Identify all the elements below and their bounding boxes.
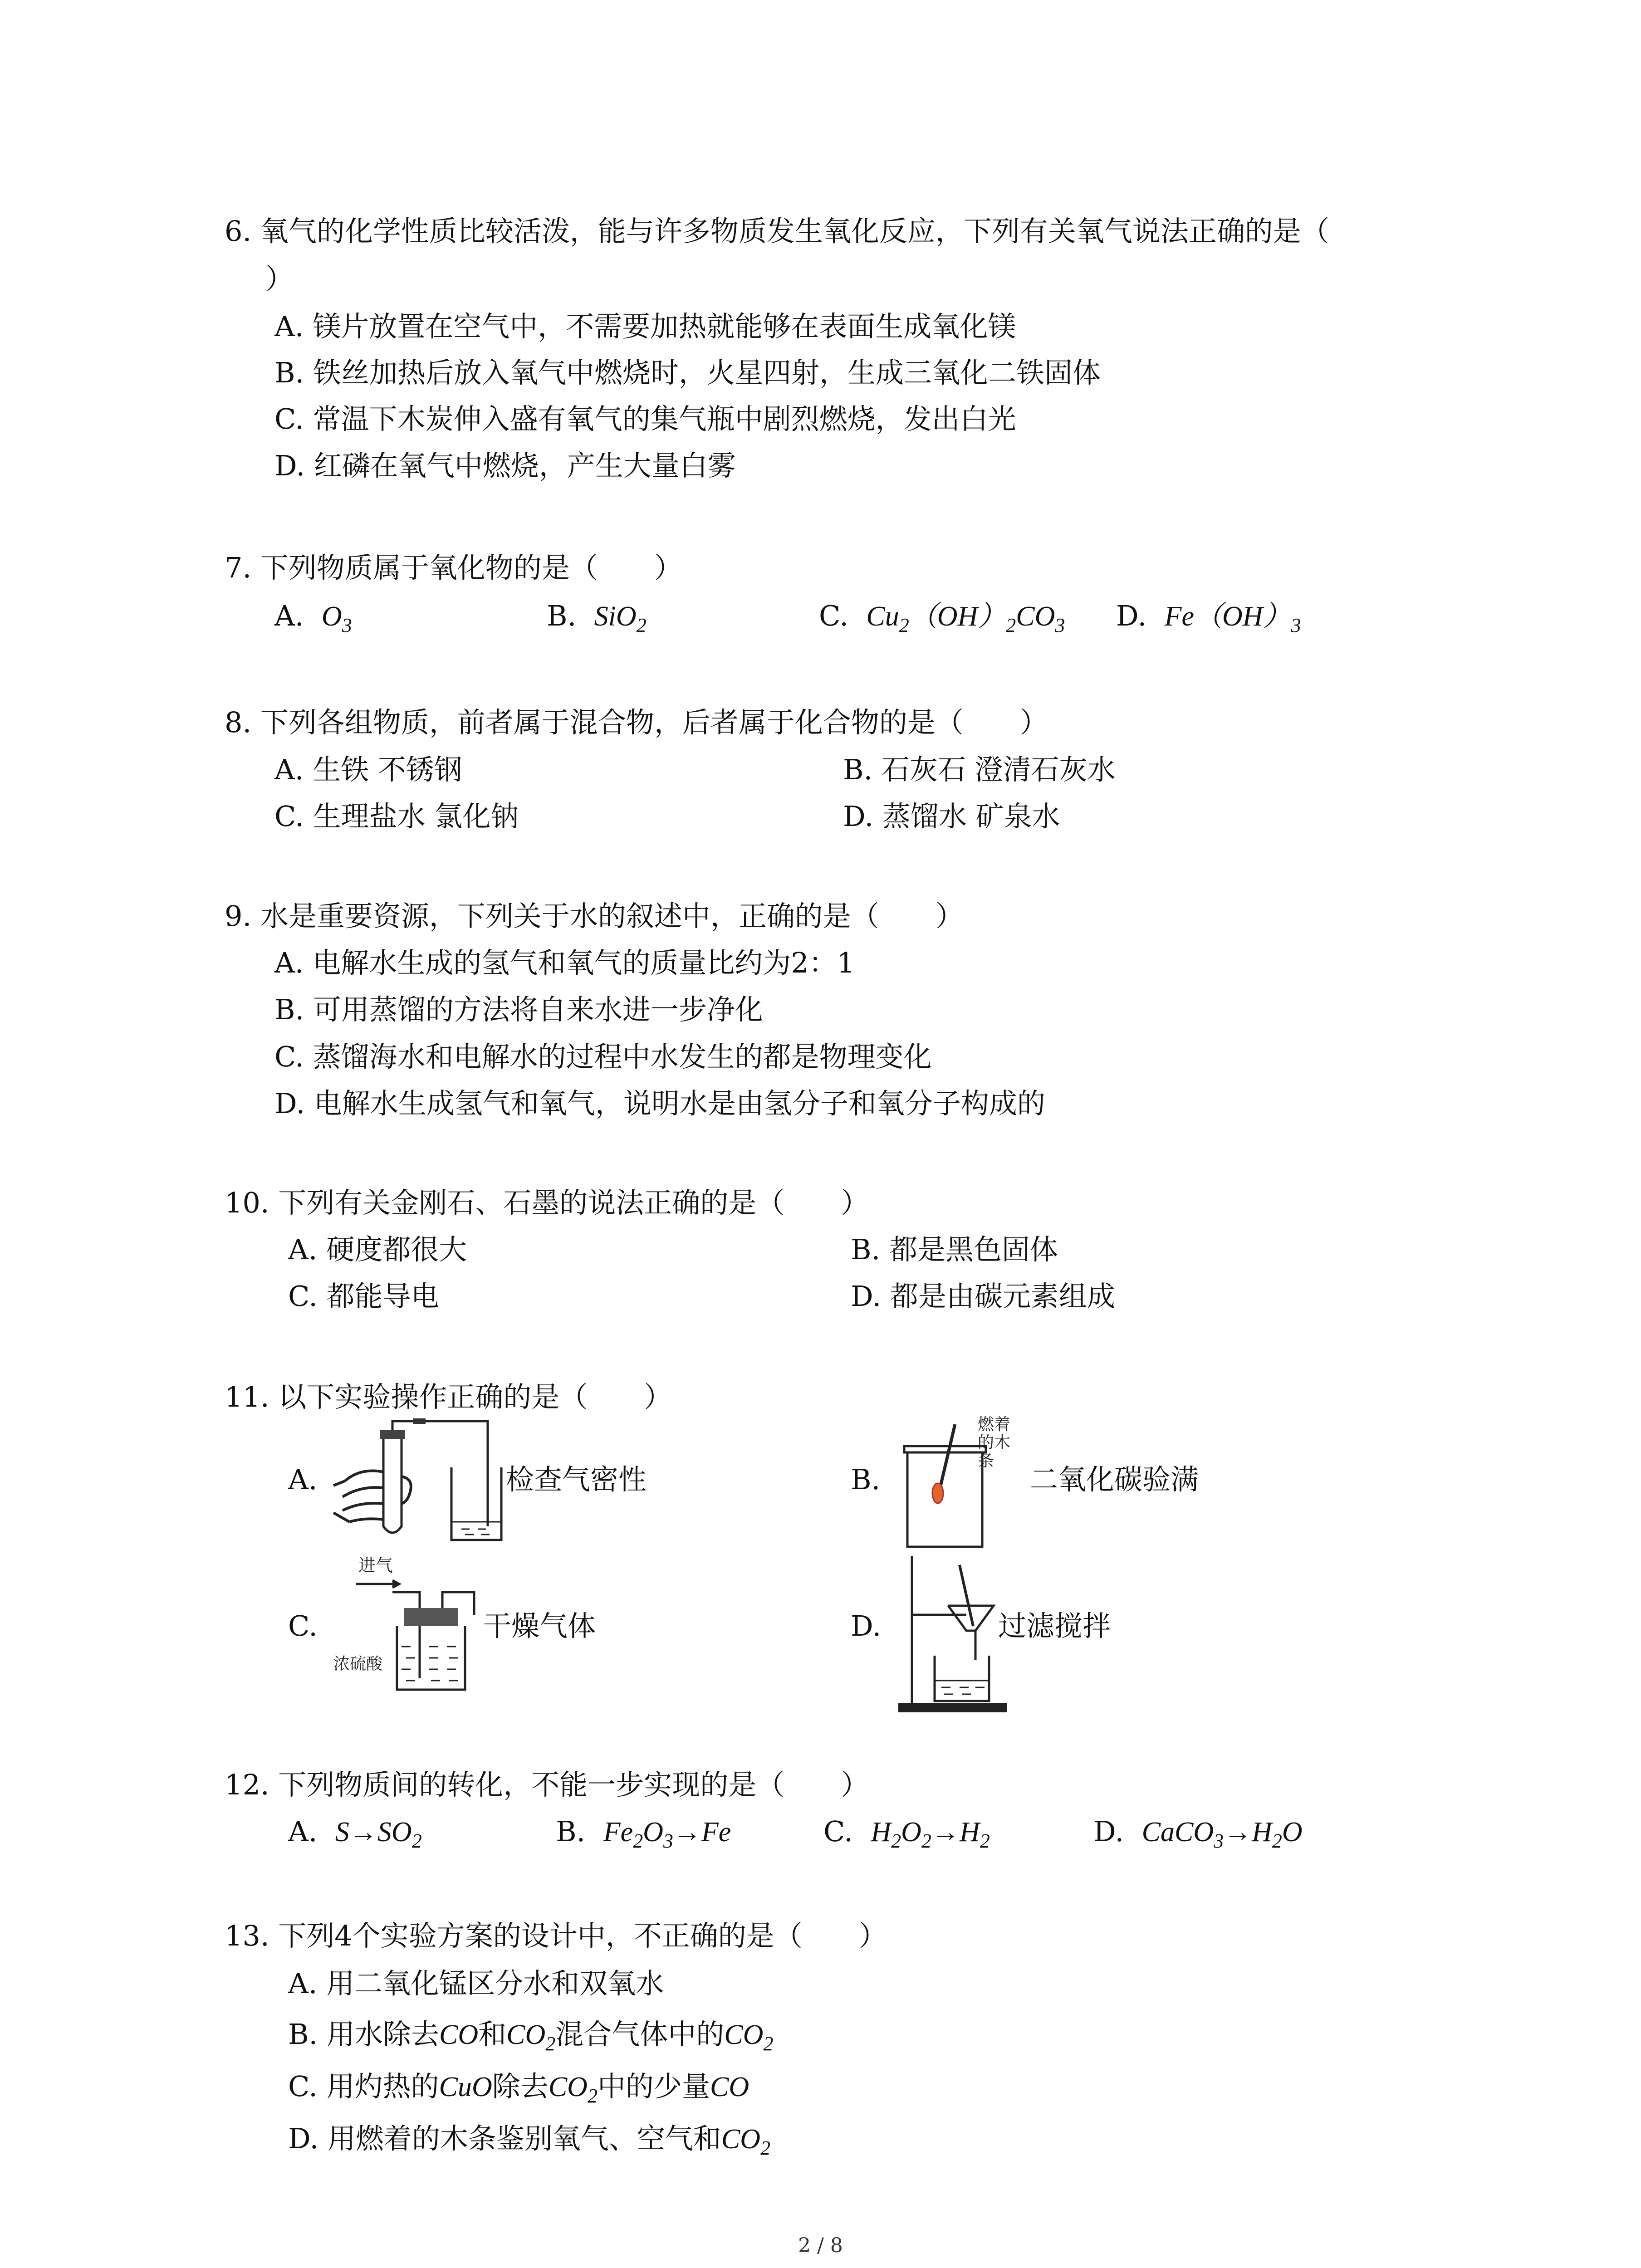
- q11-stem: 11. 以下实验操作正确的是（ ）: [225, 1380, 672, 1413]
- q11-option-c-label: C.: [288, 1609, 318, 1642]
- q7-stem: 7. 下列物质属于氧化物的是（ ）: [225, 551, 682, 584]
- q13-d-formula-co2: $CO_2$: [721, 2124, 771, 2159]
- q11-option-d-text: 过滤搅拌: [998, 1609, 1111, 1642]
- q6-stem-line2: ）: [265, 262, 294, 295]
- q10-option-a: A. 硬度都很大: [288, 1233, 467, 1266]
- q10-option-c: C. 都能导电: [288, 1280, 439, 1313]
- q11-option-d-label: D.: [851, 1609, 882, 1642]
- q8-option-a: A. 生铁 不锈钢: [274, 753, 462, 786]
- q13-c-formula-co2: $CO_2$: [548, 2072, 598, 2107]
- q7-formula-d: $Fe(OH)_3$: [1164, 601, 1301, 636]
- q12-formula-b: $Fe_2O_3\to Fe$: [603, 1817, 731, 1852]
- q11-option-a-label: A.: [288, 1463, 318, 1496]
- b-fig-label-1: 燃着: [978, 1415, 1011, 1434]
- q11-option-b-label: B.: [851, 1463, 881, 1496]
- q13-b-formula-co: CO: [439, 2019, 479, 2050]
- q13-b-formula-co2-end: $CO_2$: [724, 2019, 774, 2055]
- q12-option-b: [556, 1813, 731, 1850]
- q12-option-d-label: D.: [1093, 1815, 1124, 1848]
- q9-option-c: C. 蒸馏海水和电解水的过程中水发生的都是物理变化: [274, 1040, 932, 1073]
- q6-option-c: C. 常温下木炭伸入盛有氧气的集气瓶中剧烈燃烧，发出白光: [274, 402, 1016, 435]
- q7-option-c: [819, 598, 1065, 635]
- airtightness-check-figure: [333, 1418, 506, 1549]
- b-fig-label-3: 条: [978, 1452, 994, 1470]
- q13-c-formula-co: CO: [710, 2072, 749, 2102]
- q8-option-d: D. 蒸馏水 矿泉水: [843, 800, 1060, 833]
- q10-stem: 10. 下列有关金刚石、石墨的说法正确的是（ ）: [225, 1186, 869, 1219]
- q9-option-b: B. 可用蒸馏的方法将自来水进一步净化: [274, 993, 763, 1026]
- q7-option-c-label: C.: [819, 599, 848, 632]
- q9-stem: 9. 水是重要资源，下列关于水的叙述中，正确的是（ ）: [225, 899, 964, 933]
- q9-option-d: D. 电解水生成氢气和氧气，说明水是由氢分子和氧分子构成的: [274, 1087, 1045, 1120]
- gas-drying-figure: [333, 1556, 488, 1692]
- filtration-figure: [898, 1551, 1012, 1715]
- q11-option-a-text: 检查气密性: [506, 1463, 647, 1496]
- q13-c-mid2: 中的少量: [597, 2070, 710, 2103]
- q12-formula-d: $CaCO_3\to H_2O$: [1141, 1817, 1303, 1852]
- q12-stem: 12. 下列物质间的转化，不能一步实现的是（ ）: [225, 1768, 869, 1801]
- q13-b-mid1: 和: [478, 2018, 507, 2051]
- q12-formula-a: $S\to SO_2$: [335, 1817, 422, 1852]
- q12-option-b-label: B.: [556, 1815, 586, 1848]
- page-number: 2 / 8: [798, 2234, 843, 2257]
- c-fig-in: 进气: [358, 1555, 393, 1575]
- c-fig-acid: 浓硫酸: [333, 1655, 383, 1673]
- q13-option-a: A. 用二氧化锰区分水和双氧水: [288, 1967, 664, 2000]
- q13-b-mid2: 混合气体中的: [555, 2018, 725, 2051]
- q12-option-c-label: C.: [823, 1815, 853, 1848]
- q7-formula-c: $Cu_2(OH)_2CO_3$: [866, 601, 1065, 636]
- q10-option-b: B. 都是黑色固体: [851, 1233, 1058, 1266]
- q7-option-d-label: D.: [1116, 599, 1147, 632]
- q6-stem-line1: 6. 氧气的化学性质比较活泼，能与许多物质发生氧化反应，下列有关氧气说法正确的是（: [225, 215, 1329, 248]
- b-fig-label-2: 的木: [978, 1433, 1011, 1452]
- q12-option-a-label: A.: [288, 1815, 318, 1848]
- q13-d-pre: D. 用燃着的木条鉴别氧气、空气和: [288, 2122, 721, 2155]
- q13-option-c: [288, 2068, 749, 2105]
- q12-option-d: [1093, 1813, 1303, 1850]
- q6-option-a: A. 镁片放置在空气中，不需要加热就能够在表面生成氧化镁: [274, 310, 1016, 343]
- q7-option-b: [547, 598, 647, 635]
- q11-option-c-text: 干燥气体: [483, 1609, 596, 1642]
- q13-stem: 13. 下列4个实验方案的设计中，不正确的是（ ）: [225, 1919, 887, 1952]
- q7-option-b-label: B.: [547, 599, 577, 632]
- q12-option-a: [288, 1813, 422, 1850]
- q13-option-b: [288, 2016, 773, 2053]
- q7-formula-b: SiO$_2$: [594, 601, 647, 636]
- q8-option-b: B. 石灰石 澄清石灰水: [843, 753, 1116, 786]
- q13-c-mid1: 除去: [492, 2070, 549, 2103]
- q6-option-d: D. 红磷在氧气中燃烧，产生大量白雾: [274, 449, 736, 482]
- q7-formula-a: $O_3$: [321, 601, 352, 636]
- q13-c-formula-cuo: CuO: [439, 2072, 492, 2102]
- q13-c-pre: C. 用灼热的: [288, 2070, 439, 2103]
- q13-option-d: [288, 2121, 770, 2157]
- q8-stem: 8. 下列各组物质，前者属于混合物，后者属于化合物的是（ ）: [225, 706, 1048, 739]
- q6-option-b: B. 铁丝加热后放入氧气中燃烧时，火星四射，生成三氧化二铁固体: [274, 356, 1101, 389]
- q9-option-a: A. 电解水生成的氢气和氧气的质量比约为2：1: [274, 946, 855, 979]
- q7-option-a: [274, 598, 352, 635]
- q13-b-pre: B. 用水除去: [288, 2018, 439, 2051]
- q11-option-b-text: 二氧化碳验满: [1030, 1463, 1199, 1496]
- q13-b-formula-co2: $CO_2$: [506, 2019, 556, 2055]
- q7-option-a-label: A.: [274, 599, 304, 632]
- q12-formula-c: $H_2O_2\to H_2$: [871, 1817, 990, 1852]
- q7-option-d: [1116, 598, 1301, 635]
- co2-full-test-figure: [901, 1415, 1011, 1551]
- q10-option-d: D. 都是由碳元素组成: [851, 1280, 1115, 1313]
- q8-option-c: C. 生理盐水 氯化钠: [274, 800, 519, 833]
- q12-option-c: [823, 1813, 990, 1850]
